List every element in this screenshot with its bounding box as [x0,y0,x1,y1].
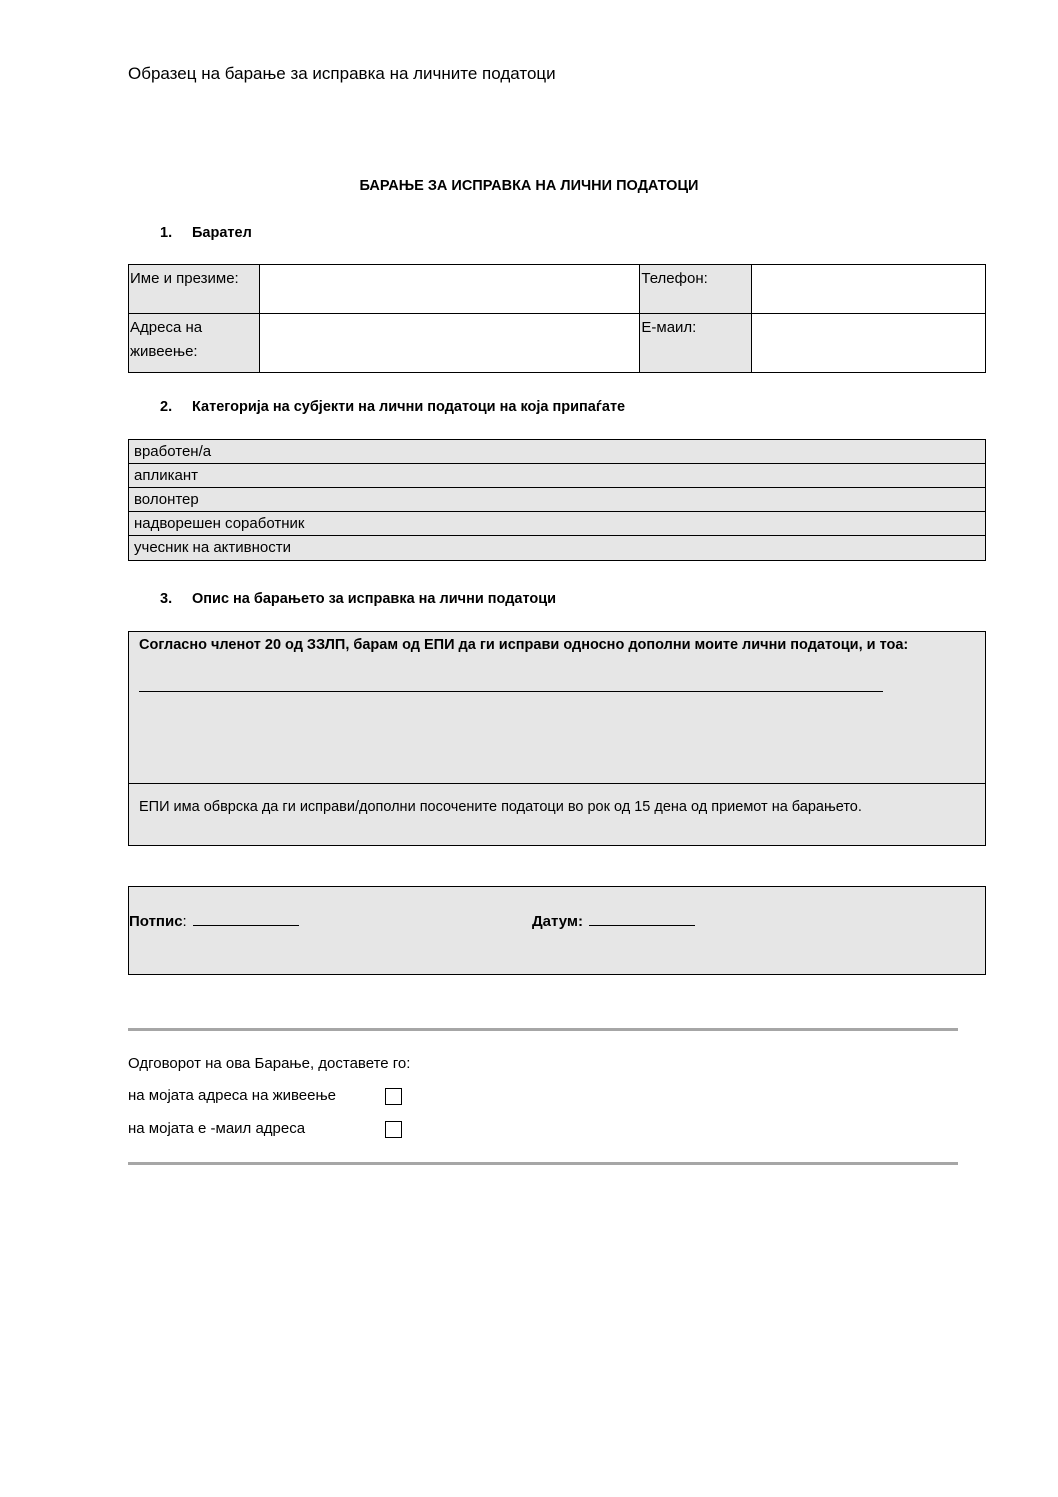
signature-box [128,886,986,975]
obligation-text: ЕПИ има обврска да ги исправи/дополни посочените податоци во рок од 15 дена од приемот на барањето. [139,799,862,815]
phone-label: Телефон: [640,265,752,314]
delivery-option-email-label: на мојата е -маил адреса [128,1120,306,1137]
request-intro-text: Согласно членот 20 од ЗЗЛП, барам од ЕПИ да ги исправи односно дополни моите лични податоци, и тоа: [139,637,909,653]
signature-label: Потпис [129,913,183,930]
category-item-volunteer[interactable]: волонтер [129,488,985,512]
name-label: Име и презиме: [129,265,260,314]
address-field[interactable] [259,314,639,373]
delivery-option-email-checkbox[interactable] [385,1121,402,1138]
address-label: Адреса на живеење: [129,314,260,373]
name-field[interactable] [259,265,639,314]
page-header: Образец на барање за исправка на личните податоци [128,64,556,83]
request-description-box [128,631,986,846]
signature-field[interactable]: Потпис: [129,911,299,930]
section-2-title [160,399,625,415]
section-1-label: Барател [192,225,252,241]
category-item-activity-participant[interactable]: учесник на активности [129,536,985,560]
email-label: E-маил: [640,314,752,373]
category-item-external-associate[interactable]: надворешен соработник [129,512,985,536]
date-field[interactable] [532,911,695,930]
document-title: БАРАЊЕ ЗА ИСПРАВКА НА ЛИЧНИ ПОДАТОЦИ [359,178,699,194]
section-1-number: 1. [160,225,173,241]
category-item-employee[interactable]: вработен/а [129,440,985,464]
delivery-option-address-label: на мојата адреса на живеење [128,1087,337,1104]
section-1-title [160,225,252,241]
signature-blank [193,911,299,926]
phone-field[interactable] [752,265,986,314]
delivery-title: Одговорот на ова Барање, доставете го: [128,1055,411,1072]
date-blank [589,911,695,926]
category-item-applicant[interactable]: апликант [129,464,985,488]
section-3-title [160,591,556,607]
divider-bottom [128,1162,958,1165]
section-3-label: Опис на барањето за исправка на лични податоци [192,591,557,607]
request-description-area[interactable] [129,632,985,784]
category-list [128,439,986,561]
delivery-option-address-checkbox[interactable] [385,1088,402,1105]
section-3-number: 3. [160,591,173,607]
request-fill-line [139,691,883,692]
date-label: Датум: [532,913,583,930]
applicant-table [128,264,986,373]
section-2-label: Категорија на субјекти на лични податоци на која припаѓате [192,399,626,415]
divider-top [128,1028,958,1031]
email-field[interactable] [752,314,986,373]
section-2-number: 2. [160,399,173,415]
